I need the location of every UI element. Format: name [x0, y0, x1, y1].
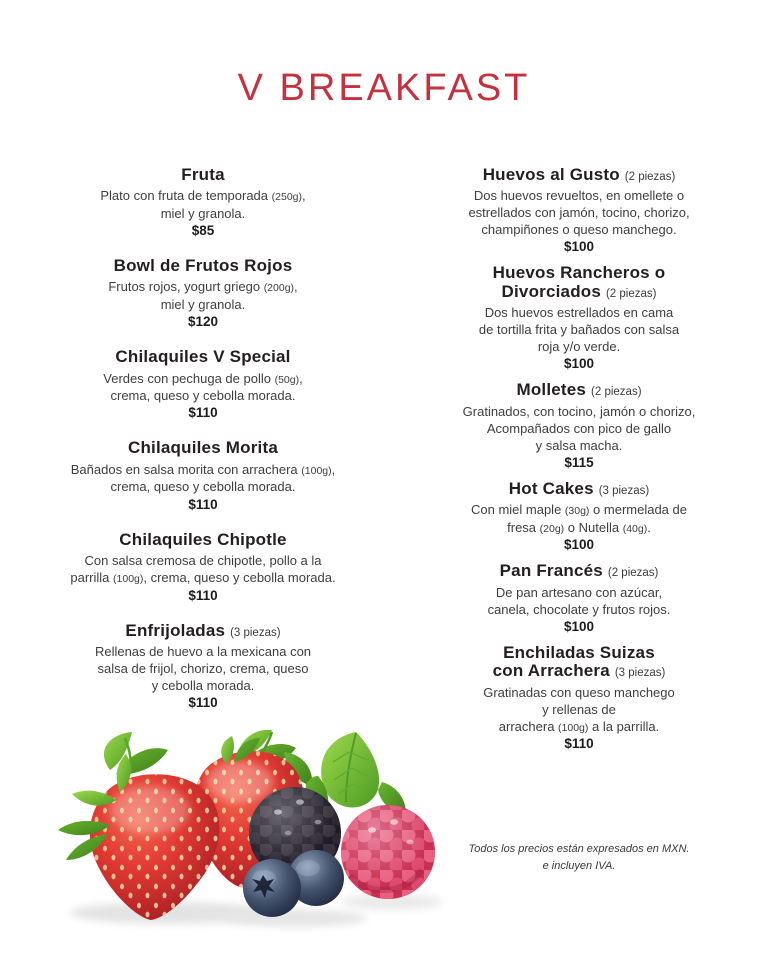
item-description: Plato con fruta de temporada (250g), miel y granola.	[100, 188, 306, 222]
menu-column-right	[424, 166, 734, 761]
raspberry	[341, 805, 435, 899]
menu-item	[424, 166, 734, 254]
menu-item	[424, 480, 734, 553]
menu-item	[48, 531, 358, 603]
berries-image	[50, 730, 450, 940]
item-description: Con salsa cremosa de chipotle, pollo a la parrilla (100g), crema, queso y cebolla morada.	[70, 552, 336, 585]
item-price: $100	[563, 356, 595, 372]
item-price: $110	[188, 496, 218, 512]
item-name: Enchiladas Suizas con Arrachera (3 piezas)	[492, 642, 666, 681]
item-name: Enfrijoladas (3 piezas)	[125, 620, 281, 640]
item-description: Dos huevos revueltos, en omellete o estrellados con jamón, tocino, chorizo, champiñones o queso manchego.	[468, 188, 690, 238]
item-portion: (3 piezas)	[230, 626, 281, 639]
item-name: Molletes (2 piezas)	[516, 380, 642, 400]
item-name: Hot Cakes (3 piezas)	[508, 478, 650, 498]
item-description: Frutos rojos, yogurt griego (200g), miel y granola.	[108, 279, 298, 313]
berries-illustration	[50, 730, 450, 940]
item-description: Rellenas de huevo a la mexicana con salsa de frijol, chorizo, crema, queso y cebolla morada.	[94, 643, 312, 694]
item-description: Verdes con pechuga de pollo (50g), crema, queso y cebolla morada.	[103, 370, 303, 404]
item-price: $100	[563, 537, 595, 553]
item-description: Bañados en salsa morita con arrachera (100g), crema, queso y cebolla morada.	[70, 461, 336, 495]
menu-item	[424, 381, 734, 469]
menu-column-left	[48, 166, 358, 729]
item-description: Gratinados, con tocino, jamón o chorizo, Acompañados con pico de gallo y salsa macha.	[462, 403, 696, 453]
menu-item	[48, 622, 358, 710]
item-name: Pan Francés (2 piezas)	[499, 561, 659, 581]
item-price: $110	[188, 405, 218, 421]
item-price: $100	[563, 618, 595, 634]
menu-item	[48, 166, 358, 238]
item-description: Con miel maple (30g) o mermelada de fresa (20g) o Nutella (40g).	[470, 501, 687, 535]
item-portion: (2 piezas)	[624, 171, 676, 183]
item-portion: (3 piezas)	[614, 667, 666, 680]
item-price: $115	[564, 454, 594, 470]
item-name: Chilaquiles Morita	[127, 438, 278, 458]
item-name: Fruta	[181, 165, 225, 184]
menu-item	[48, 348, 358, 420]
item-name: Huevos Rancheros o Divorciados (2 piezas)	[492, 263, 666, 301]
item-portion: (3 piezas)	[598, 484, 650, 497]
item-portion: (2 piezas)	[607, 567, 659, 580]
page-title: V BREAKFAST	[237, 67, 531, 109]
item-price: $110	[564, 736, 594, 752]
item-price: $85	[191, 223, 215, 239]
item-name: Chilaquiles Chipotle	[119, 529, 287, 549]
item-price: $110	[188, 587, 218, 603]
item-name: Chilaquiles V Special	[115, 347, 291, 367]
item-portion: (2 piezas)	[605, 287, 657, 300]
strawberry-front	[58, 754, 219, 920]
price-note-line1: Todos los precios están expresados en MXN.	[468, 843, 690, 855]
item-description: Gratinadas con queso manchego y rellenas de arrachera (100g) a la parrilla.	[483, 684, 675, 734]
item-portion: (2 piezas)	[591, 386, 642, 399]
item-description: De pan artesano con azúcar, canela, chocolate y frutos rojos.	[487, 584, 671, 617]
menu-item	[48, 439, 358, 511]
item-name: Huevos al Gusto (2 piezas)	[482, 165, 676, 184]
price-note-line2: e incluyen IVA.	[542, 860, 616, 873]
menu-item	[424, 264, 734, 371]
menu-item	[424, 562, 734, 633]
item-price: $120	[187, 314, 219, 330]
item-price: $110	[188, 695, 218, 711]
menu-item	[48, 257, 358, 329]
price-note	[424, 841, 734, 875]
menu-item	[424, 644, 734, 752]
item-description: Dos huevos estrellados en cama de tortilla frita y bañados con salsa roja y/o verde.	[478, 305, 680, 355]
item-name: Bowl de Frutos Rojos	[113, 256, 293, 276]
item-price: $100	[563, 239, 595, 255]
